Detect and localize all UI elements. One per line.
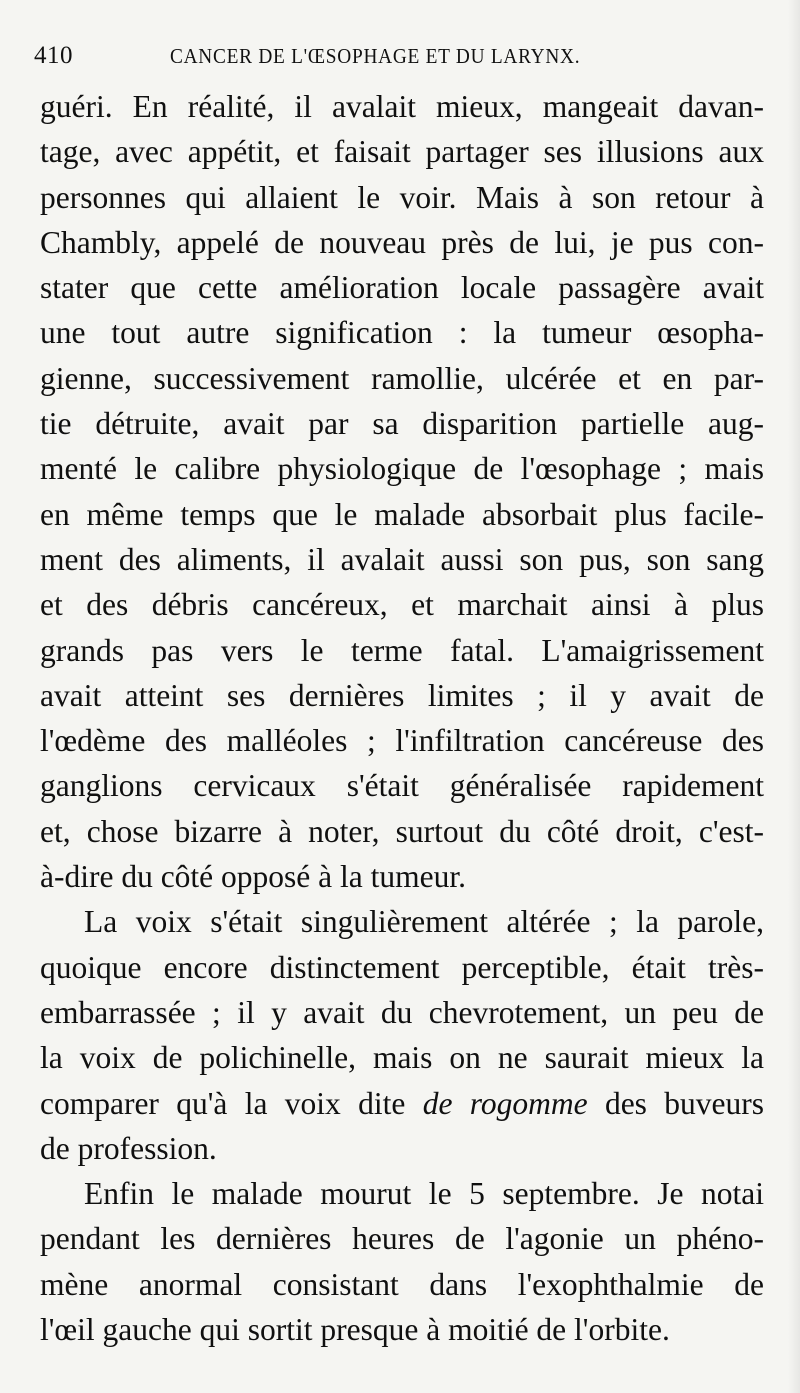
text-line: stater que cette amélioration locale passagère avait [40, 270, 764, 306]
running-head [34, 42, 774, 76]
text-line: la voix de polichinelle, mais on ne saurait mieux la [40, 1040, 764, 1076]
text-line: à-dire du côté opposé à la tumeur. [40, 859, 466, 895]
text-line: quoique encore distinctement perceptible, était très- [40, 949, 764, 985]
text-line: en même temps que le malade absorbait plus facile- [40, 496, 764, 532]
page-number: 410 [34, 42, 73, 69]
text-line: l'œil gauche qui sortit presque à moitié de l'orbite. [40, 1312, 670, 1348]
text-line: tie détruite, avait par sa disparition partielle aug- [40, 406, 764, 442]
text-line: pendant les dernières heures de l'agonie un phéno- [40, 1221, 764, 1257]
text-line: personnes qui allaient le voir. Mais à son retour à [40, 179, 764, 215]
text-segment: des buveurs [604, 1085, 765, 1121]
text-segment: comparer qu'à la voix dite [40, 1085, 406, 1121]
text-line: une tout autre signification : la tumeur œsopha- [40, 315, 764, 351]
text-line: Enfin le malade mourut le 5 septembre. Je notai [84, 1176, 764, 1212]
text-line: menté le calibre physiologique de l'œsophage ; mais [40, 451, 764, 487]
text-line-mixed [40, 1081, 764, 1126]
text-line: gienne, successivement ramollie, ulcérée et en par- [40, 360, 764, 396]
text-line: tage, avec appétit, et faisait partager ses illusions aux [40, 134, 764, 170]
italic-term: de rogomme [422, 1085, 588, 1121]
text-line: Chambly, appelé de nouveau près de lui, je pus con- [40, 224, 764, 260]
text-line: guéri. En réalité, il avalait mieux, mangeait davan- [40, 89, 764, 124]
page-edge-shadow [788, 0, 800, 1393]
body-text [40, 84, 764, 1352]
text-line: mène anormal consistant dans l'exophthalmie de [40, 1266, 764, 1302]
text-line: de profession. [40, 1130, 217, 1166]
text-line: avait atteint ses dernières limites ; il y avait de [40, 677, 764, 713]
text-line: grands pas vers le terme fatal. L'amaigrissement [40, 632, 764, 668]
text-line: l'œdème des malléoles ; l'infiltration cancéreuse des [40, 723, 764, 759]
text-line: ganglions cervicaux s'était généralisée rapidement [40, 768, 764, 804]
running-title: CANCER DE L'ŒSOPHAGE ET DU LARYNX. [170, 44, 581, 68]
text-line: et, chose bizarre à noter, surtout du côté droit, c'est- [40, 813, 764, 849]
text-line: La voix s'était singulièrement altérée ; la parole, [84, 904, 764, 940]
text-line: ment des aliments, il avalait aussi son pus, son sang [40, 541, 764, 577]
text-line: embarrassée ; il y avait du chevrotement, un peu de [40, 994, 764, 1030]
text-line: et des débris cancéreux, et marchait ainsi à plus [40, 587, 764, 623]
